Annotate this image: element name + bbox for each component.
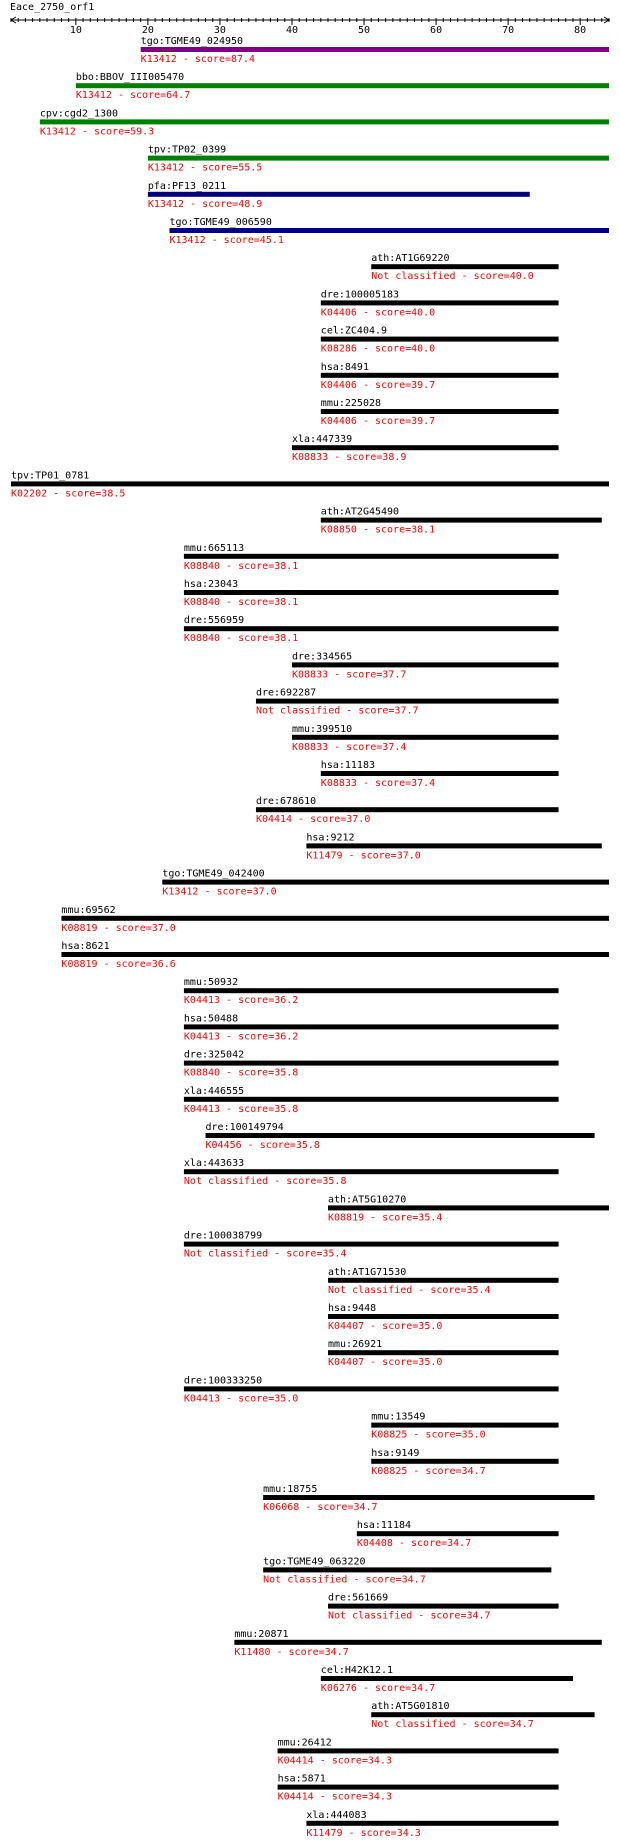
hit-bar[interactable] <box>148 192 530 197</box>
hit-score-label[interactable]: Not classified - score=40.0 <box>371 271 534 283</box>
hit-score-label[interactable]: K04406 - score=39.7 <box>320 416 436 427</box>
hit-id-label[interactable]: xla:444083 <box>306 1809 367 1821</box>
hit-bar[interactable] <box>61 916 609 921</box>
hit-id-label[interactable]: pfa:PF13_0211 <box>147 180 227 192</box>
hit-id-label[interactable]: hsa:9149 <box>371 1447 420 1459</box>
hit-bar[interactable] <box>371 1423 558 1428</box>
hit-score-label[interactable]: K04413 - score=35.0 <box>183 1393 299 1405</box>
tick-label: 30 <box>213 25 226 36</box>
hit-score-label[interactable]: Not classified - score=35.4 <box>328 1284 491 1296</box>
hit-bar[interactable] <box>321 518 602 523</box>
hit-score-label[interactable]: K06068 - score=34.7 <box>263 1502 378 1513</box>
hit-score-label[interactable]: K08833 - score=37.4 <box>320 778 436 789</box>
hit-bar[interactable] <box>184 554 559 559</box>
hit-bar[interactable] <box>371 1459 558 1464</box>
hit-bar[interactable] <box>321 1676 573 1681</box>
hit-row[interactable] <box>61 941 609 970</box>
hit-id-label[interactable]: mmu:50932 <box>183 977 239 989</box>
hit-id-label[interactable]: dre:100038799 <box>183 1230 263 1242</box>
hit-id-label[interactable]: cel:H42K12.1 <box>320 1665 394 1676</box>
hit-bar[interactable] <box>11 481 609 486</box>
hit-score-label[interactable]: K08840 - score=38.1 <box>183 633 299 645</box>
hit-row[interactable] <box>328 1339 559 1368</box>
hit-id-label[interactable]: hsa:9448 <box>328 1303 377 1314</box>
hit-score-label[interactable]: K11479 - score=34.3 <box>306 1827 421 1839</box>
hit-bar[interactable] <box>184 988 559 993</box>
hit-score-label[interactable]: K13412 - score=37.0 <box>162 886 277 898</box>
hit-row[interactable] <box>292 651 559 680</box>
hit-id-label[interactable]: xla:443633 <box>183 1158 245 1170</box>
hit-row[interactable] <box>263 1556 551 1585</box>
hit-bar[interactable] <box>184 1386 559 1391</box>
hit-id-label[interactable]: ath:AT2G45490 <box>320 506 400 518</box>
hit-row[interactable] <box>306 832 601 861</box>
hit-score-label[interactable]: K04408 - score=34.7 <box>356 1538 472 1550</box>
hit-id-label[interactable]: tgo:TGME49_024950 <box>140 36 244 47</box>
hit-row[interactable] <box>321 326 559 355</box>
hit-id-label[interactable]: dre:100149794 <box>205 1122 284 1133</box>
hit-id-label[interactable]: tgo:TGME49_063220 <box>263 1556 366 1568</box>
hit-id-label[interactable]: dre:334565 <box>291 651 353 663</box>
hit-row[interactable] <box>162 869 609 898</box>
hit-score-label[interactable]: K04407 - score=35.0 <box>328 1357 443 1369</box>
hit-row[interactable] <box>357 1520 559 1549</box>
hit-id-label[interactable]: hsa:11184 <box>356 1520 412 1532</box>
hit-score-label[interactable]: Not classified - score=37.7 <box>255 705 419 717</box>
hit-id-label[interactable]: hsa:8491 <box>320 361 369 373</box>
hit-bar[interactable] <box>76 83 609 88</box>
hit-row[interactable] <box>184 543 559 572</box>
hit-score-label[interactable]: K06276 - score=34.7 <box>320 1683 436 1694</box>
hit-bar[interactable] <box>328 1278 559 1283</box>
hit-row[interactable] <box>321 760 559 789</box>
hit-score-label[interactable]: K04413 - score=36.2 <box>183 1031 299 1043</box>
hit-bar[interactable] <box>292 662 559 667</box>
hit-row[interactable] <box>184 579 559 608</box>
hit-score-label[interactable]: Not classified - score=34.7 <box>263 1574 426 1586</box>
hit-row[interactable] <box>292 724 559 753</box>
hit-score-label[interactable]: K08840 - score=35.8 <box>183 1067 299 1079</box>
hit-row[interactable] <box>184 1013 559 1042</box>
hit-score-label[interactable]: K08833 - score=37.4 <box>291 741 407 753</box>
hit-score-label[interactable]: K04413 - score=36.2 <box>183 995 299 1007</box>
hit-id-label[interactable]: bbo:BBOV_III005470 <box>75 72 185 84</box>
hit-bar[interactable] <box>371 264 558 269</box>
hit-bar[interactable] <box>184 1097 559 1102</box>
hit-row[interactable] <box>148 181 530 210</box>
hit-id-label[interactable]: ath:AT1G71530 <box>328 1266 407 1278</box>
hit-score-label[interactable]: K08825 - score=34.7 <box>371 1465 486 1477</box>
hit-score-label[interactable]: K08833 - score=37.7 <box>291 669 407 681</box>
hit-id-label[interactable]: mmu:13549 <box>371 1411 426 1423</box>
hit-bar[interactable] <box>278 1785 559 1790</box>
hit-bar[interactable] <box>184 1169 559 1174</box>
hit-row[interactable] <box>371 253 558 282</box>
hit-score-label[interactable]: K13412 - score=64.7 <box>75 90 191 102</box>
tick-label: 10 <box>69 25 82 36</box>
hit-id-label[interactable]: hsa:5871 <box>277 1773 326 1785</box>
hit-row[interactable] <box>321 362 559 391</box>
hit-bar[interactable] <box>306 843 601 848</box>
hit-row[interactable] <box>328 1267 559 1296</box>
hit-id-label[interactable]: ath:AT5G10270 <box>328 1194 407 1206</box>
hit-row[interactable] <box>371 1448 558 1477</box>
hit-row[interactable] <box>371 1701 594 1730</box>
hit-row[interactable] <box>40 108 609 137</box>
hit-bar[interactable] <box>170 228 609 233</box>
hit-id-label[interactable]: tpv:TP01_0781 <box>11 470 90 482</box>
hit-bar[interactable] <box>306 1821 558 1826</box>
hit-id-label[interactable]: mmu:26921 <box>328 1339 383 1351</box>
hit-score-label[interactable]: K11480 - score=34.7 <box>234 1646 349 1658</box>
hit-bar[interactable] <box>292 735 559 740</box>
tick-label: 50 <box>358 25 371 36</box>
hit-id-label[interactable]: dre:678610 <box>255 796 317 808</box>
hit-bar[interactable] <box>292 445 559 450</box>
tick-label: 70 <box>502 25 515 36</box>
hit-score-label[interactable]: K08819 - score=35.4 <box>328 1212 443 1224</box>
hit-bar[interactable] <box>321 337 559 342</box>
hit-id-label[interactable]: tgo:TGME49_006590 <box>169 217 272 228</box>
hit-bar[interactable] <box>184 1024 559 1029</box>
hit-bar[interactable] <box>328 1350 559 1355</box>
hit-row[interactable] <box>306 1810 558 1839</box>
hit-row[interactable] <box>328 1194 609 1223</box>
hit-bar[interactable] <box>256 807 559 812</box>
hit-row[interactable] <box>328 1593 559 1622</box>
hit-id-label[interactable]: mmu:225028 <box>320 398 382 409</box>
hit-score-label[interactable]: K13412 - score=55.5 <box>147 162 263 174</box>
hit-id-label[interactable]: mmu:20871 <box>234 1628 289 1640</box>
hit-score-label[interactable]: K08850 - score=38.1 <box>320 524 436 536</box>
hit-score-label[interactable]: K13412 - score=87.4 <box>140 54 256 65</box>
hit-id-label[interactable]: tgo:TGME49_042400 <box>162 868 265 880</box>
hit-id-label[interactable]: hsa:11183 <box>320 760 375 771</box>
hit-row[interactable] <box>263 1484 594 1513</box>
hit-bar[interactable] <box>357 1531 559 1536</box>
hit-score-label[interactable]: K04406 - score=40.0 <box>320 307 436 319</box>
hit-id-label[interactable]: hsa:23043 <box>183 579 239 590</box>
hit-row[interactable] <box>184 1050 559 1079</box>
hit-id-label[interactable]: dre:692287 <box>255 687 317 699</box>
hit-id-label[interactable]: mmu:18755 <box>263 1484 318 1495</box>
hit-bar[interactable] <box>371 1712 594 1717</box>
hit-bar[interactable] <box>328 1205 609 1210</box>
hit-bar[interactable] <box>321 300 559 305</box>
chart-title: Eace_2750_orf1 <box>10 2 95 13</box>
hit-id-label[interactable]: ath:AT1G69220 <box>371 253 450 265</box>
hit-score-label[interactable]: K08819 - score=37.0 <box>61 922 176 934</box>
hit-id-label[interactable]: dre:556959 <box>183 615 245 627</box>
hit-row[interactable] <box>184 1375 559 1404</box>
hit-list <box>11 36 609 1839</box>
hit-score-label[interactable]: K08825 - score=35.0 <box>371 1429 486 1441</box>
hit-score-label[interactable]: K04456 - score=35.8 <box>205 1140 320 1151</box>
hit-id-label[interactable]: hsa:8621 <box>61 941 110 952</box>
hit-bar[interactable] <box>278 1748 559 1753</box>
hit-score-label[interactable]: K13412 - score=48.9 <box>147 198 263 210</box>
hit-row[interactable] <box>11 470 609 499</box>
hit-row[interactable] <box>141 36 609 65</box>
hit-score-label[interactable]: K04406 - score=39.7 <box>320 379 436 391</box>
hit-score-label[interactable]: Not classified - score=34.7 <box>371 1719 534 1731</box>
hit-bar[interactable] <box>263 1495 594 1500</box>
hit-score-label[interactable]: K04414 - score=34.3 <box>277 1755 392 1767</box>
hit-id-label[interactable]: hsa:50488 <box>183 1013 239 1025</box>
hit-bar[interactable] <box>61 952 609 957</box>
hit-score-label[interactable]: K08840 - score=38.1 <box>183 597 299 608</box>
hit-bar[interactable] <box>321 373 559 378</box>
hit-id-label[interactable]: xla:447339 <box>291 434 353 446</box>
hit-bar[interactable] <box>184 1061 559 1066</box>
hit-row[interactable] <box>321 398 559 427</box>
hit-row[interactable] <box>184 977 559 1006</box>
x-axis <box>11 17 609 36</box>
hit-row[interactable] <box>321 507 602 536</box>
tick-label: 60 <box>430 25 443 36</box>
hit-score-label[interactable]: K08833 - score=38.9 <box>291 452 407 464</box>
hit-id-label[interactable]: cpv:cgd2_1300 <box>39 108 119 120</box>
hit-row[interactable] <box>256 796 559 825</box>
hit-id-label[interactable]: dre:100005183 <box>320 289 400 301</box>
hit-score-label[interactable]: Not classified - score=34.7 <box>328 1610 491 1622</box>
hit-bar[interactable] <box>234 1640 601 1645</box>
tick-label: 80 <box>574 25 587 36</box>
hit-row[interactable] <box>184 1231 559 1260</box>
hit-bar[interactable] <box>162 880 609 885</box>
hit-bar[interactable] <box>328 1314 559 1319</box>
hit-id-label[interactable]: cel:ZC404.9 <box>320 325 388 337</box>
hit-bar[interactable] <box>141 47 609 52</box>
hit-bar[interactable] <box>263 1567 551 1572</box>
hit-bar[interactable] <box>321 409 559 414</box>
hit-score-label[interactable]: K04413 - score=35.8 <box>183 1103 299 1115</box>
hit-bar[interactable] <box>321 771 559 776</box>
hit-id-label[interactable]: tpv:TP02_0399 <box>147 144 227 156</box>
hit-row[interactable] <box>184 615 559 644</box>
hit-score-label[interactable]: K13412 - score=45.1 <box>169 235 284 246</box>
hit-score-label[interactable]: K08840 - score=38.1 <box>183 560 299 572</box>
hit-bar[interactable] <box>148 156 609 161</box>
hit-row[interactable] <box>278 1774 559 1803</box>
hit-bar[interactable] <box>184 590 559 595</box>
hit-id-label[interactable]: mmu:26412 <box>277 1737 332 1749</box>
tick-label: 40 <box>285 25 299 36</box>
hit-bar[interactable] <box>40 119 609 124</box>
hit-score-label[interactable]: K08286 - score=40.0 <box>320 343 436 355</box>
hit-id-label[interactable]: xla:446555 <box>183 1085 245 1097</box>
hit-bar[interactable] <box>328 1604 559 1609</box>
hit-bar[interactable] <box>206 1133 595 1138</box>
hit-score-label[interactable]: Not classified - score=35.4 <box>183 1248 347 1260</box>
tick-label: 20 <box>141 25 154 36</box>
hit-id-label[interactable]: dre:325042 <box>183 1049 245 1061</box>
hit-id-label[interactable]: ath:AT5G01810 <box>371 1701 450 1713</box>
hit-score-label[interactable]: K04414 - score=37.0 <box>255 814 371 826</box>
hit-score-label[interactable]: K13412 - score=59.3 <box>39 126 155 138</box>
hit-id-label[interactable]: hsa:9212 <box>306 832 355 844</box>
hit-id-label[interactable]: mmu:665113 <box>183 542 245 554</box>
hit-score-label[interactable]: K04414 - score=34.3 <box>277 1791 392 1803</box>
hit-row[interactable] <box>292 434 559 463</box>
hit-row[interactable] <box>184 1086 559 1115</box>
hit-score-label[interactable]: K11479 - score=37.0 <box>306 850 421 862</box>
hit-score-label[interactable]: K08819 - score=36.6 <box>61 959 176 970</box>
hit-row[interactable] <box>206 1122 595 1151</box>
hit-row[interactable] <box>148 145 609 174</box>
hit-id-label[interactable]: dre:100333250 <box>183 1375 263 1387</box>
hit-score-label[interactable]: K02202 - score=38.5 <box>11 488 126 500</box>
hit-row[interactable] <box>321 1665 573 1694</box>
hit-row[interactable] <box>321 289 559 318</box>
hit-score-label[interactable]: Not classified - score=35.8 <box>183 1176 347 1188</box>
hit-row[interactable] <box>371 1412 558 1441</box>
hit-id-label[interactable]: mmu:69562 <box>61 904 116 916</box>
hit-row[interactable] <box>170 217 609 246</box>
hit-id-label[interactable]: dre:561669 <box>328 1592 389 1604</box>
hit-bar[interactable] <box>184 1242 559 1247</box>
hit-score-label[interactable]: K04407 - score=35.0 <box>328 1321 443 1332</box>
hit-row[interactable] <box>61 905 609 934</box>
hit-bar[interactable] <box>184 626 559 631</box>
hit-bar[interactable] <box>256 699 559 704</box>
hit-row[interactable] <box>256 688 559 717</box>
hit-row[interactable] <box>278 1737 559 1766</box>
hit-row[interactable] <box>234 1629 601 1658</box>
hit-id-label[interactable]: mmu:399510 <box>291 723 353 735</box>
hit-row[interactable] <box>76 72 609 101</box>
hit-row[interactable] <box>328 1303 559 1332</box>
hit-row[interactable] <box>184 1158 559 1187</box>
